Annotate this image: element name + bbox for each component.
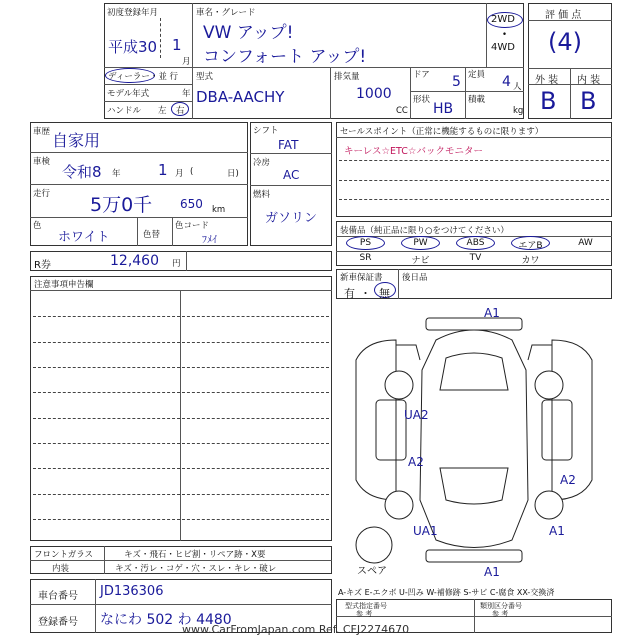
fuel-label: 燃料	[253, 190, 271, 200]
damage-right-rear-fender: A1	[549, 524, 565, 538]
mileage-value: 5万0千	[90, 194, 153, 216]
chassis-label: 車台番号	[38, 591, 78, 602]
glass-value: キズ・飛石・ヒビ割・リペア跡・X要	[124, 550, 266, 560]
displacement-value: 1000	[356, 86, 392, 102]
dealer-label: ディーラー・並 行	[108, 72, 179, 82]
equipment-item: ナビ	[411, 256, 430, 266]
doors-value: 5	[452, 74, 461, 90]
km-unit: km	[212, 205, 226, 215]
shift-value: FAT	[278, 138, 299, 152]
interior-value: B	[580, 87, 597, 115]
damage-rear: A1	[484, 565, 500, 579]
warranty-yes: 有	[344, 287, 355, 300]
recycle-value: 12,460	[110, 253, 159, 269]
plate-value: なにわ 502 わ 4480	[100, 612, 232, 628]
mileage-sub: 650	[180, 197, 203, 211]
inspection-era: 令和8	[62, 163, 102, 181]
load-label: 積載	[468, 95, 486, 105]
ac-label: 冷房	[253, 158, 271, 168]
fuel-value: ガソリン	[265, 211, 318, 226]
later-label: 後日品	[402, 273, 428, 283]
body-label: 形状	[413, 95, 431, 105]
car-diagram	[336, 300, 612, 585]
usage-label: 車歴	[33, 127, 51, 137]
color-label: 色	[33, 221, 42, 231]
plate-label: 登録番号	[38, 617, 78, 628]
inspection-day-open: (	[190, 167, 194, 177]
glass-label: フロントガラス	[34, 550, 93, 560]
equipment-circle	[511, 236, 550, 250]
damage-left-rear-door: A2	[408, 455, 424, 469]
notes-label: 注意事項申告欄	[34, 280, 94, 290]
car-name-line2: コンフォート アップ!	[203, 47, 367, 67]
equipment-label: 装備品（純正品に限り○をつけてください）	[340, 226, 509, 236]
equipment-item: SR	[359, 253, 372, 263]
drive-4wd: 4WD	[491, 42, 515, 53]
cc-unit: CC	[396, 106, 408, 116]
equipment-item: PS	[359, 238, 372, 248]
type-value: DBA-AACHY	[196, 88, 285, 106]
recycle-label: R券	[34, 260, 51, 271]
bottom-interior-label: 内装	[52, 564, 70, 574]
inspection-month-unit: 月	[175, 169, 184, 179]
ref-label-2: 参 考	[492, 610, 509, 618]
warranty-label: 新車保証書	[340, 273, 383, 283]
type-designation-label: 型式指定番号	[345, 602, 387, 610]
capacity-label: 定員	[468, 70, 486, 80]
damage-left-rear-fender: UA1	[413, 524, 438, 538]
damage-legend: A-キズ E-エクボ U-凹み W-補修跡 S-サビ C-腐食 XX-交換済	[338, 588, 555, 597]
sales-label: セールスポイント（正常に機能するものに限ります）	[340, 127, 544, 137]
shift-label: シフト	[253, 126, 279, 136]
damage-front: A1	[484, 306, 500, 320]
recycle-unit: 円	[172, 259, 181, 269]
mileage-label: 走行	[33, 189, 51, 199]
first-reg-month: 1	[172, 36, 182, 54]
usage-value: 自家用	[52, 131, 101, 150]
inspection-month: 1	[158, 161, 168, 179]
equipment-circle	[401, 236, 440, 250]
first-reg-era: 平成30	[108, 38, 158, 56]
warranty-no: 無	[379, 287, 390, 300]
model-year-label: モデル年式	[107, 89, 150, 99]
car-name-line1: VW アップ!	[203, 23, 294, 43]
capacity-unit: 人	[513, 82, 522, 92]
recycle-block	[30, 251, 332, 271]
grade-value: (4)	[548, 28, 582, 56]
equipment-item: エアB	[518, 241, 543, 251]
interior-label: 内 装	[577, 75, 601, 86]
body-value: HB	[433, 101, 454, 117]
inspection-label: 車検	[33, 157, 51, 167]
equipment-circle	[346, 236, 385, 250]
grade-label: 評 価 点	[545, 10, 582, 21]
year-unit: 年	[182, 89, 191, 99]
damage-right-rear: A2	[560, 473, 576, 487]
exterior-label: 外 装	[535, 75, 559, 86]
equipment-item: カワ	[521, 256, 540, 266]
equipment-circle	[456, 236, 495, 250]
sales-line1: キーレス☆ETC☆バックモニター	[344, 146, 483, 157]
damage-left-front-door: UA2	[404, 408, 429, 422]
color-code-value: ﾌﾒｲ	[202, 235, 217, 246]
car-name-label: 車名・グレード	[196, 8, 256, 18]
warranty-sep: ・	[360, 287, 371, 300]
class-label: 類別区分番号	[480, 602, 522, 610]
displacement-label: 排気量	[334, 72, 360, 82]
inspection-day-unit: 日)	[227, 169, 239, 179]
drive-2wd: 2WD	[491, 14, 515, 25]
ref-label-1: 参 考	[356, 610, 373, 618]
equipment-item: PW	[413, 238, 428, 248]
color-value: ホワイト	[58, 230, 110, 245]
spare-label: スペア	[357, 566, 387, 577]
inspection-year-unit: 年	[112, 169, 121, 179]
equipment-item: TV	[469, 253, 482, 263]
handle-label: ハンドル	[107, 106, 142, 116]
handle-left: 左	[158, 106, 167, 116]
exterior-value: B	[540, 87, 557, 115]
month-unit: 月	[182, 57, 191, 67]
chassis-value: JD136306	[100, 584, 164, 599]
color-change-label: 色替	[143, 230, 161, 240]
bottom-interior-value: キズ・汚レ・コゲ・穴・スレ・キレ・破レ	[115, 564, 277, 574]
color-code-label: 色コード	[175, 221, 210, 231]
handle-right: 右	[176, 106, 185, 116]
kg-unit: kg	[513, 106, 524, 116]
watermark: www.CarFromJapan.com Ref. CFJ2274670	[182, 623, 410, 636]
capacity-value: 4	[502, 74, 511, 90]
first-reg-label: 初度登録年月	[107, 8, 159, 18]
doors-label: ドア	[413, 70, 430, 80]
type-label: 型式	[196, 72, 214, 82]
ac-value: AC	[283, 168, 300, 182]
equipment-item: ABS	[466, 238, 485, 248]
equipment-item: AW	[578, 238, 593, 248]
